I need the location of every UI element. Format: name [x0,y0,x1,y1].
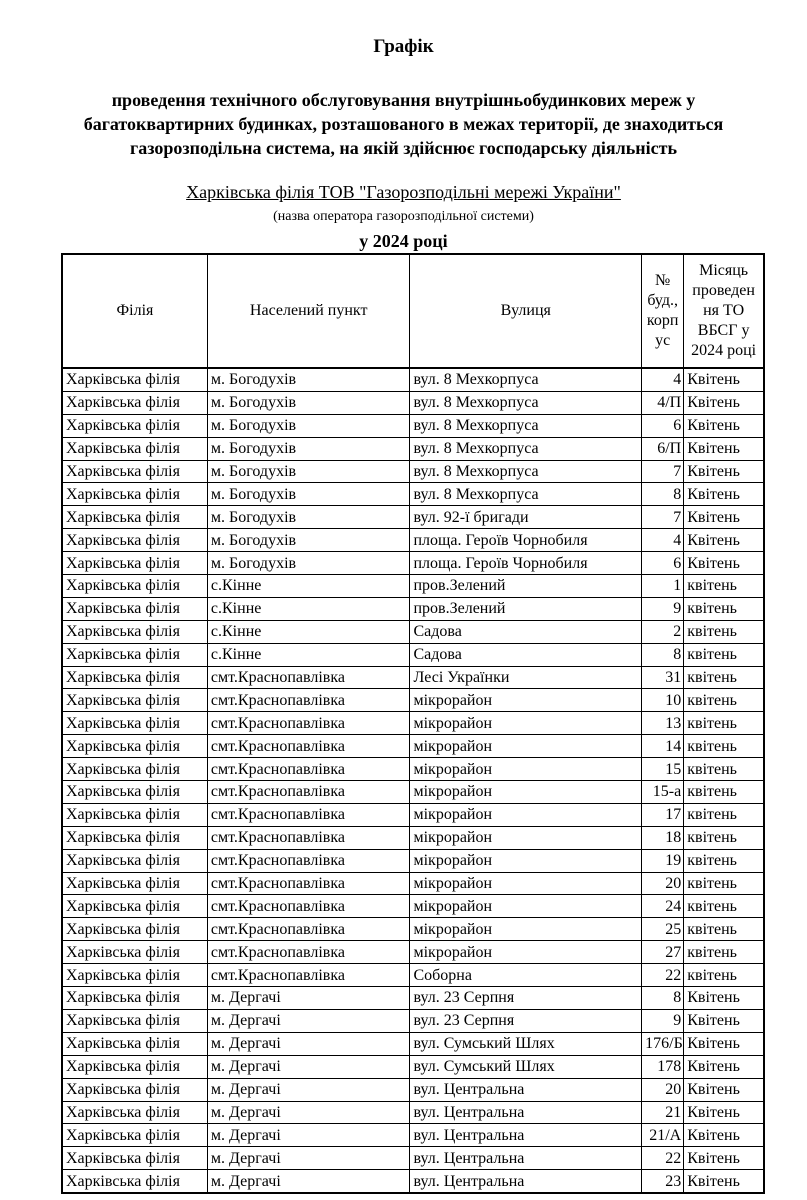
table-body [62,368,764,1193]
table-row [62,987,764,1010]
cell-building-number: 25 [642,918,684,941]
cell-branch: Харківська філія [62,941,207,964]
table-row [62,368,764,391]
cell-settlement: с.Кінне [207,643,410,666]
cell-settlement: с.Кінне [207,575,410,598]
cell-branch: Харківська філія [62,758,207,781]
cell-branch: Харківська філія [62,414,207,437]
cell-branch: Харківська філія [62,437,207,460]
cell-settlement: смт.Краснопавлівка [207,941,410,964]
cell-branch: Харківська філія [62,689,207,712]
cell-branch: Харківська філія [62,483,207,506]
cell-building-number: 4/П [642,391,684,414]
cell-building-number: 27 [642,941,684,964]
cell-street: Садова [410,620,642,643]
cell-settlement: м. Дергачі [207,1147,410,1170]
cell-month: Квітень [684,391,764,414]
table-row [62,1147,764,1170]
table-row [62,895,764,918]
table-row [62,506,764,529]
cell-settlement: м. Дергачі [207,1170,410,1193]
cell-street: вул. Центральна [410,1124,642,1147]
cell-building-number: 14 [642,735,684,758]
cell-month: Квітень [684,368,764,391]
cell-month: Квітень [684,506,764,529]
cell-month: квітень [684,758,764,781]
cell-month: Квітень [684,529,764,552]
cell-branch: Харківська філія [62,1032,207,1055]
cell-street: мікрорайон [410,895,642,918]
cell-month: квітень [684,918,764,941]
table-row [62,552,764,575]
cell-building-number: 22 [642,1147,684,1170]
column-header-month: Місяць проведен ня ТО ВБСГ у 2024 році [684,254,764,368]
cell-building-number: 15-а [642,781,684,804]
cell-branch: Харківська філія [62,781,207,804]
cell-building-number: 15 [642,758,684,781]
cell-branch: Харківська філія [62,712,207,735]
cell-settlement: м. Богодухів [207,391,410,414]
table-row [62,575,764,598]
table-row [62,964,764,987]
cell-month: Квітень [684,987,764,1010]
cell-month: квітень [684,895,764,918]
cell-branch: Харківська філія [62,964,207,987]
table-row [62,735,764,758]
cell-street: мікрорайон [410,872,642,895]
cell-branch: Харківська філія [62,826,207,849]
cell-branch: Харківська філія [62,1124,207,1147]
cell-settlement: смт.Краснопавлівка [207,803,410,826]
cell-building-number: 8 [642,987,684,1010]
cell-settlement: м. Дергачі [207,1055,410,1078]
cell-month: Квітень [684,1078,764,1101]
cell-month: Квітень [684,460,764,483]
table-row [62,689,764,712]
cell-settlement: м. Богодухів [207,414,410,437]
cell-building-number: 22 [642,964,684,987]
table-row [62,643,764,666]
cell-settlement: м. Дергачі [207,1101,410,1124]
cell-street: площа. Героїв Чорнобиля [410,552,642,575]
cell-branch: Харківська філія [62,552,207,575]
cell-building-number: 13 [642,712,684,735]
cell-settlement: смт.Краснопавлівка [207,872,410,895]
cell-building-number: 8 [642,643,684,666]
cell-month: квітень [684,597,764,620]
table-row [62,529,764,552]
cell-branch: Харківська філія [62,368,207,391]
cell-branch: Харківська філія [62,1147,207,1170]
cell-building-number: 7 [642,506,684,529]
document-title: Графік [373,36,434,57]
cell-settlement: смт.Краснопавлівка [207,781,410,804]
cell-month: квітень [684,826,764,849]
cell-street: пров.Зелений [410,597,642,620]
subtitle-line: проведення технічного обслуговування внутрішньобудинкових мереж у [111,90,696,110]
cell-month: Квітень [684,483,764,506]
table-row [62,781,764,804]
cell-building-number: 7 [642,460,684,483]
cell-month: Квітень [684,1170,764,1193]
table-row [62,414,764,437]
cell-settlement: м. Богодухів [207,529,410,552]
table-header-row [62,254,764,368]
cell-branch: Харківська філія [62,529,207,552]
cell-month: Квітень [684,1124,764,1147]
schedule-table [61,253,765,1194]
cell-branch: Харківська філія [62,987,207,1010]
cell-settlement: смт.Краснопавлівка [207,689,410,712]
table-row [62,483,764,506]
cell-street: Соборна [410,964,642,987]
cell-street: мікрорайон [410,735,642,758]
cell-month: квітень [684,849,764,872]
table-row [62,666,764,689]
cell-month: квітень [684,712,764,735]
cell-street: вул. Сумський Шлях [410,1055,642,1078]
cell-month: квітень [684,575,764,598]
cell-street: мікрорайон [410,826,642,849]
cell-branch: Харківська філія [62,597,207,620]
table-row [62,1009,764,1032]
cell-branch: Харківська філія [62,1078,207,1101]
cell-settlement: смт.Краснопавлівка [207,758,410,781]
cell-month: квітень [684,941,764,964]
operator-name-text: Харківська філія ТОВ "Газорозподільні мережі України" [186,182,621,202]
cell-settlement: смт.Краснопавлівка [207,666,410,689]
column-header-settlement: Населений пункт [207,254,410,368]
cell-street: вул. 23 Серпня [410,987,642,1010]
table-row [62,872,764,895]
cell-street: вул. 8 Мехкорпуса [410,368,642,391]
table-row [62,460,764,483]
cell-building-number: 20 [642,1078,684,1101]
cell-branch: Харківська філія [62,620,207,643]
cell-branch: Харківська філія [62,735,207,758]
cell-settlement: смт.Краснопавлівка [207,895,410,918]
cell-branch: Харківська філія [62,1009,207,1032]
cell-branch: Харківська філія [62,803,207,826]
table-row [62,597,764,620]
table-row [62,1101,764,1124]
cell-building-number: 4 [642,529,684,552]
cell-street: мікрорайон [410,849,642,872]
cell-street: вул. Центральна [410,1101,642,1124]
cell-street: мікрорайон [410,918,642,941]
subtitle-line: газорозподільна система, на якій здійснює господарську діяльність [130,138,677,158]
cell-street: вул. 92-ї бригади [410,506,642,529]
cell-month: Квітень [684,1032,764,1055]
cell-settlement: смт.Краснопавлівка [207,735,410,758]
cell-building-number: 24 [642,895,684,918]
cell-building-number: 10 [642,689,684,712]
cell-street: пров.Зелений [410,575,642,598]
cell-street: вул. Центральна [410,1170,642,1193]
table-row [62,918,764,941]
cell-street: вул. 8 Мехкорпуса [410,437,642,460]
cell-street: мікрорайон [410,781,642,804]
cell-month: Квітень [684,1009,764,1032]
cell-building-number: 31 [642,666,684,689]
table-row [62,712,764,735]
cell-month: квітень [684,964,764,987]
cell-month: квітень [684,666,764,689]
column-header-building-number: № буд., корп ус [642,254,684,368]
cell-settlement: м. Дергачі [207,1032,410,1055]
table-row [62,1078,764,1101]
cell-month: квітень [684,803,764,826]
cell-building-number: 6 [642,414,684,437]
cell-month: квітень [684,620,764,643]
cell-street: мікрорайон [410,758,642,781]
cell-street: вул. 8 Мехкорпуса [410,414,642,437]
schedule-year: у 2024 році [359,231,448,251]
cell-branch: Харківська філія [62,666,207,689]
cell-settlement: м. Богодухів [207,437,410,460]
cell-street: вул. 8 Мехкорпуса [410,483,642,506]
cell-settlement: м. Дергачі [207,987,410,1010]
cell-street: мікрорайон [410,689,642,712]
cell-branch: Харківська філія [62,918,207,941]
cell-building-number: 18 [642,826,684,849]
cell-month: Квітень [684,1101,764,1124]
cell-month: квітень [684,689,764,712]
cell-building-number: 23 [642,1170,684,1193]
cell-branch: Харківська філія [62,575,207,598]
cell-street: мікрорайон [410,941,642,964]
cell-settlement: м. Богодухів [207,368,410,391]
table-row [62,391,764,414]
cell-branch: Харківська філія [62,391,207,414]
column-header-street: Вулиця [410,254,642,368]
cell-building-number: 21/А [642,1124,684,1147]
cell-building-number: 8 [642,483,684,506]
cell-settlement: смт.Краснопавлівка [207,849,410,872]
cell-settlement: м. Дергачі [207,1124,410,1147]
cell-building-number: 17 [642,803,684,826]
cell-branch: Харківська філія [62,1055,207,1078]
cell-settlement: м. Богодухів [207,506,410,529]
table-row [62,1032,764,1055]
cell-street: вул. Сумський Шлях [410,1032,642,1055]
table-row [62,849,764,872]
column-header-branch: Філія [62,254,207,368]
cell-street: вул. Центральна [410,1078,642,1101]
cell-month: Квітень [684,552,764,575]
cell-building-number: 178 [642,1055,684,1078]
cell-settlement: смт.Краснопавлівка [207,964,410,987]
subtitle-line: багатоквартирних будинках, розташованого в межах території, де знаходиться [83,114,724,134]
cell-street: мікрорайон [410,712,642,735]
cell-building-number: 1 [642,575,684,598]
cell-street: Лесі Українки [410,666,642,689]
cell-building-number: 4 [642,368,684,391]
cell-month: квітень [684,735,764,758]
table-row [62,941,764,964]
cell-branch: Харківська філія [62,506,207,529]
cell-settlement: с.Кінне [207,597,410,620]
cell-street: вул. 23 Серпня [410,1009,642,1032]
cell-settlement: м. Дергачі [207,1009,410,1032]
cell-street: вул. 8 Мехкорпуса [410,460,642,483]
cell-branch: Харківська філія [62,1170,207,1193]
cell-settlement: смт.Краснопавлівка [207,826,410,849]
cell-street: мікрорайон [410,803,642,826]
cell-street: площа. Героїв Чорнобиля [410,529,642,552]
cell-branch: Харківська філія [62,1101,207,1124]
cell-building-number: 9 [642,597,684,620]
cell-month: Квітень [684,414,764,437]
cell-branch: Харківська філія [62,849,207,872]
operator-name [0,182,807,203]
cell-building-number: 176/Б [642,1032,684,1055]
operator-note: (назва оператора газорозподільної системи) [273,209,534,224]
cell-street: Садова [410,643,642,666]
cell-settlement: смт.Краснопавлівка [207,712,410,735]
cell-month: квітень [684,643,764,666]
table-row [62,1124,764,1147]
table-row [62,620,764,643]
table-row [62,826,764,849]
cell-branch: Харківська філія [62,643,207,666]
cell-branch: Харківська філія [62,460,207,483]
table-row [62,437,764,460]
cell-building-number: 21 [642,1101,684,1124]
cell-settlement: м. Богодухів [207,460,410,483]
cell-settlement: м. Богодухів [207,483,410,506]
cell-building-number: 9 [642,1009,684,1032]
cell-settlement: м. Дергачі [207,1078,410,1101]
cell-settlement: смт.Краснопавлівка [207,918,410,941]
table-row [62,1055,764,1078]
cell-month: Квітень [684,437,764,460]
cell-month: квітень [684,781,764,804]
cell-building-number: 2 [642,620,684,643]
cell-settlement: м. Богодухів [207,552,410,575]
cell-branch: Харківська філія [62,872,207,895]
cell-building-number: 6 [642,552,684,575]
cell-street: вул. Центральна [410,1147,642,1170]
cell-settlement: с.Кінне [207,620,410,643]
table-row [62,1170,764,1193]
cell-building-number: 20 [642,872,684,895]
cell-branch: Харківська філія [62,895,207,918]
table-row [62,803,764,826]
cell-month: Квітень [684,1055,764,1078]
cell-building-number: 6/П [642,437,684,460]
table-row [62,758,764,781]
cell-month: Квітень [684,1147,764,1170]
cell-street: вул. 8 Мехкорпуса [410,391,642,414]
document-subtitle [0,88,807,160]
cell-month: квітень [684,872,764,895]
cell-building-number: 19 [642,849,684,872]
